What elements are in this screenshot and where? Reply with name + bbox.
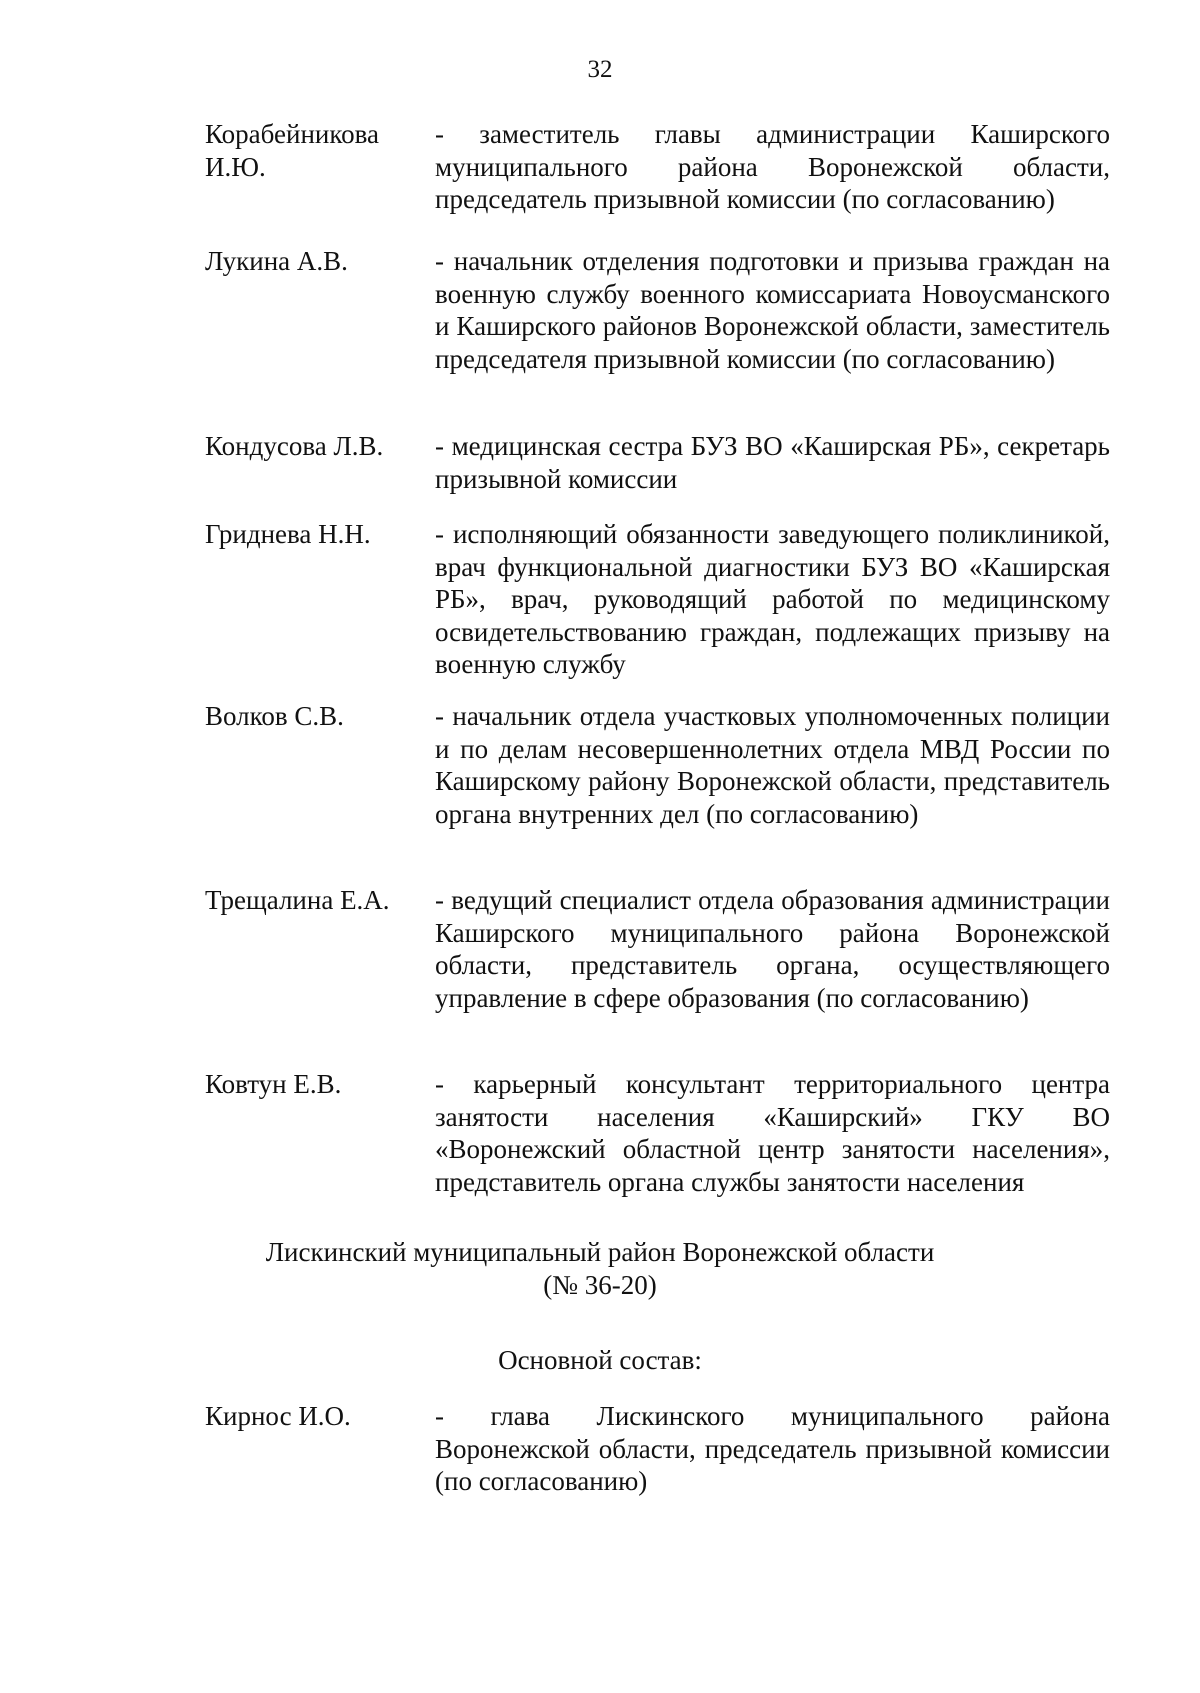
member-role: - глава Лискинского муниципального района Воронежской области, председатель призывной комиссии (по согласованию) (435, 1401, 1110, 1496)
composition-heading: Основной состав: (498, 1345, 702, 1375)
member-role: - медицинская сестра БУЗ ВО «Каширская РБ», секретарь призывной комиссии (435, 431, 1110, 494)
member-role: - заместитель главы администрации Каширского муниципального района Воронежской области, председатель призывной комиссии (по согласованию) (435, 119, 1110, 214)
member-role: - ведущий специалист отдела образования администрации Каширского муниципального района Воронежской области, представитель органа, осуществляющего управление в сфере образования (по согласованию) (435, 885, 1110, 1013)
member-role: - начальник отделения подготовки и призыва граждан на военную службу военного комиссариата Новоусманского и Каширского районов Воронежской области, заместитель председателя призывной комиссии (по согласованию) (435, 246, 1110, 374)
member-name: Кондусова Л.В. (205, 431, 384, 461)
member-name: Гриднева Н.Н. (205, 519, 371, 549)
district-heading-line1: Лискинский муниципальный район Воронежской области (265, 1237, 935, 1267)
district-heading-line2: (№ 36-20) (543, 1269, 657, 1300)
member-role: - начальник отдела участковых уполномоченных полиции и по делам несовершеннолетних отдела МВД России по Каширскому району Воронежской области, представитель органа внутренних дел (по согласованию) (435, 701, 1110, 829)
member-name: Ковтун Е.В. (205, 1069, 342, 1099)
member-name: Лукина А.В. (205, 246, 348, 276)
member-name: Волков С.В. (205, 701, 344, 731)
district-heading (0, 1236, 1200, 1301)
member-role: - карьерный консультант территориального центра занятости населения «Каширский» ГКУ ВО «Воронежский областной центр занятости населения», представитель органа службы занятости населения (435, 1069, 1110, 1197)
member-name: Корабейникова И.Ю. (205, 119, 379, 182)
page-number: 32 (587, 56, 613, 83)
member-role: - исполняющий обязанности заведующего поликлиникой, врач функциональной диагностики БУЗ ВО «Каширская РБ», врач, руководящий работой по медицинскому освидетельствованию граждан, подлежащих призыву на военную службу (435, 519, 1110, 679)
member-name: Трещалина Е.А. (205, 885, 390, 915)
member-name: Кирнос И.О. (205, 1401, 351, 1431)
